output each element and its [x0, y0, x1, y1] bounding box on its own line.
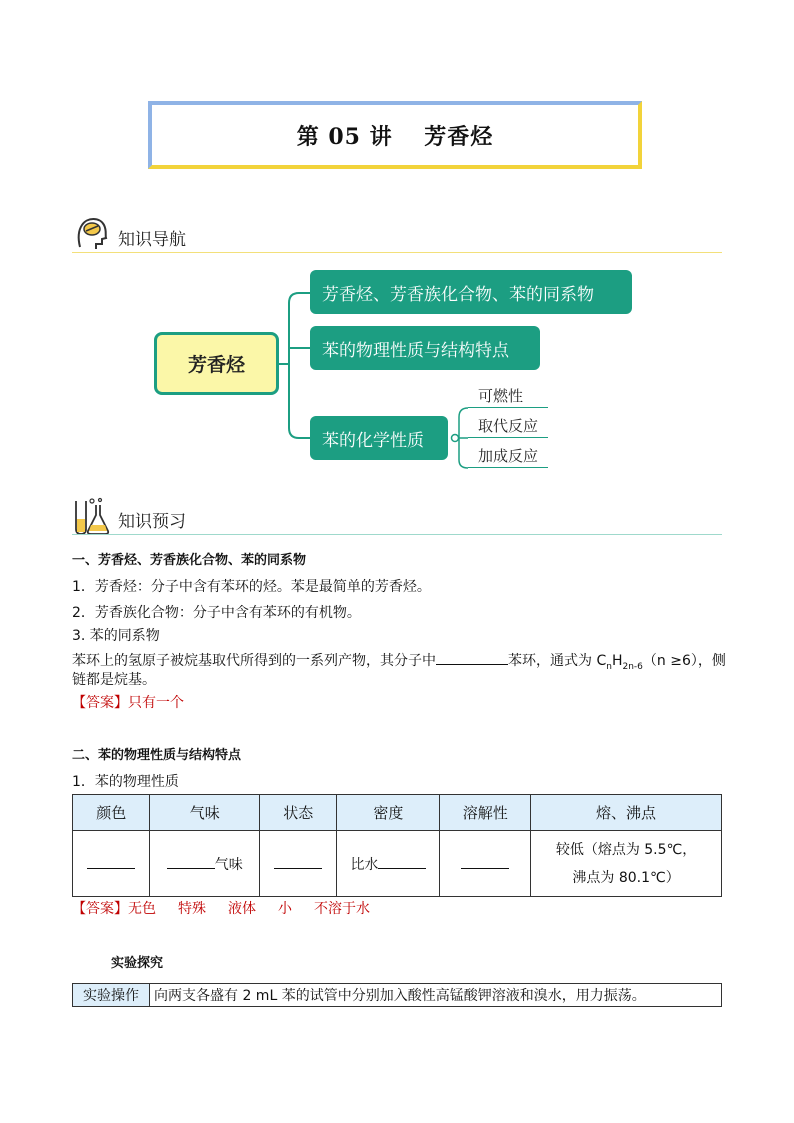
- physical-properties-table: [72, 794, 722, 897]
- table-header: 气味: [150, 795, 260, 831]
- table-cell: 气味: [150, 831, 260, 897]
- mindmap-connectors: [0, 0, 794, 480]
- mindmap-branch-3: 苯的化学性质: [310, 416, 448, 460]
- lab-flask-icon: [70, 497, 112, 537]
- section-label-preview: 知识预习: [118, 512, 186, 532]
- table-cell: 较低（熔点为 5.5℃， 沸点为 80.1℃）: [531, 831, 722, 897]
- table-cell: 实验操作: [73, 984, 150, 1007]
- table-header: 颜色: [73, 795, 150, 831]
- answer-blank: [167, 854, 215, 869]
- mindmap-branch-1: 芳香烃、芳香族化合物、苯的同系物: [310, 270, 632, 314]
- answer-blank: [461, 854, 509, 869]
- answer-value: 特殊: [178, 901, 206, 917]
- section-label-navigation: 知识导航: [118, 230, 186, 250]
- mindmap-root: 芳香烃: [154, 332, 279, 395]
- table-row: [73, 831, 722, 897]
- table-header: 密度: [337, 795, 440, 831]
- part1-item2: 2．芳香族化合物：分子中含有苯环的有机物。: [72, 605, 361, 621]
- part1-item3: 3. 苯的同系物: [72, 628, 160, 644]
- table-cell: [73, 831, 150, 897]
- part1-definition-line1: 苯环上的氢原子被烷基取代所得到的一系列产物，其分子中 苯环，通式为 $C_nH_{2n-6}(n \ge 6)$，侧: [72, 650, 726, 676]
- table-header: 熔、沸点: [531, 795, 722, 831]
- table-row: [73, 984, 722, 1007]
- table-header: 溶解性: [440, 795, 531, 831]
- answer-blank: [274, 854, 322, 869]
- answer-value: 小: [278, 901, 292, 917]
- answer-value: 不溶于水: [314, 901, 370, 917]
- leaf-underline: [468, 467, 548, 468]
- part2-item1: 1．苯的物理性质: [72, 774, 179, 790]
- answer-value: 只有一个: [128, 695, 184, 711]
- part2-answer: [72, 900, 370, 918]
- answer-value: 液体: [228, 901, 256, 917]
- part2-heading: 二、苯的物理性质与结构特点: [72, 748, 242, 763]
- leaf-underline: [468, 407, 548, 408]
- leaf-underline: [468, 437, 548, 438]
- mindmap-branch-2: 苯的物理性质与结构特点: [310, 326, 540, 370]
- answer-blank: [436, 650, 508, 665]
- part1-item1: 1．芳香烃：分子中含有苯环的烃。苯是最简单的芳香烃。: [72, 579, 431, 595]
- answer-blank: [87, 854, 135, 869]
- table-cell: [440, 831, 531, 897]
- answer-blank: [378, 854, 426, 869]
- part1-definition-line2: 链都是烷基。: [72, 672, 156, 688]
- table-cell: [260, 831, 337, 897]
- answer-tag: 【答案】: [72, 901, 128, 917]
- page-title: 第 05 讲 芳香烃: [296, 123, 494, 150]
- answer-tag: 【答案】: [72, 695, 128, 711]
- mindmap-leaf: 可燃性: [478, 387, 524, 405]
- section-divider: [72, 534, 722, 535]
- table-header: 状态: [260, 795, 337, 831]
- table-cell: 比水: [337, 831, 440, 897]
- part1-answer: [72, 694, 184, 712]
- table-cell: 向两支各盛有 2 mL 苯的试管中分别加入酸性高锰酸钾溶液和溴水，用力振荡。: [150, 984, 722, 1007]
- experiment-heading: 实验探究: [111, 956, 164, 971]
- table-header-row: [73, 795, 722, 831]
- answer-value: 无色: [128, 901, 156, 917]
- experiment-table: [72, 983, 722, 1007]
- mindmap-leaf: 加成反应: [478, 447, 539, 465]
- mindmap-leaf: 取代反应: [478, 417, 539, 435]
- part1-heading: 一、芳香烃、芳香族化合物、苯的同系物: [72, 553, 307, 568]
